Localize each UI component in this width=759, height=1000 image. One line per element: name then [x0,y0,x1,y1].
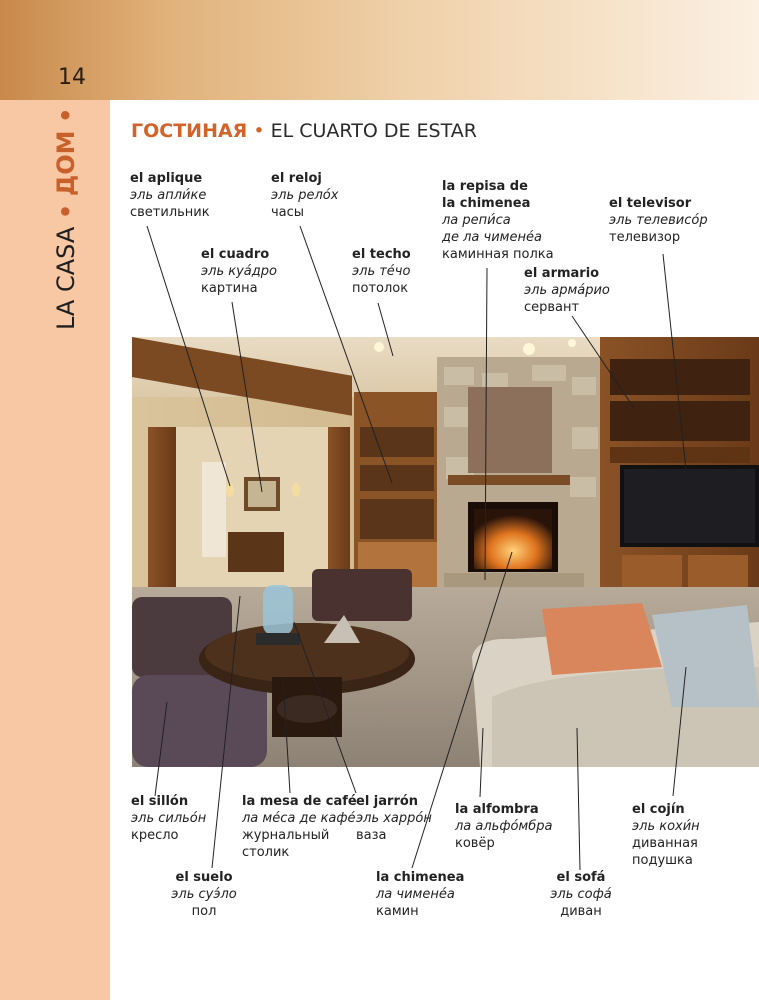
page-header-band [0,0,759,100]
page-title [131,120,477,142]
page-title-ru: ГОСТИНАЯ [131,120,248,142]
page-number: 14 [58,65,86,90]
label-translit: эль телевисо́р [609,213,708,228]
label-translit-line2: де ла чимене́а [442,230,542,245]
label-word-line2: la chimenea [442,196,531,211]
label-word: la repisa de [442,179,528,194]
label-translit: эль арма́рио [524,283,610,298]
label-translation: камин [376,904,419,919]
label-translit: эль харро́н [356,811,432,826]
label-translit: эль рело́х [271,188,339,203]
label-word: la alfombra [455,802,539,817]
label-sofa [548,869,614,920]
label-mesa [242,793,357,861]
label-word: el cuadro [201,247,270,262]
label-alfombra [455,801,552,852]
label-armario [524,265,610,316]
label-translation: диванная [632,836,698,851]
label-word: el aplique [130,171,203,186]
label-translit: эль софа́ [550,887,612,902]
label-translation: журнальный [242,828,330,843]
label-chimenea [376,869,464,920]
label-word: la chimenea [376,870,465,885]
section-label-ru: ДОМ [52,130,80,197]
section-label [52,107,80,330]
label-translation: сервант [524,300,580,315]
label-cuadro [201,246,277,297]
label-translation: светильник [130,205,210,220]
section-separator: • [52,203,80,220]
label-word: el sofá [556,870,606,885]
label-translation: телевизор [609,230,681,245]
label-translation: ваза [356,828,387,843]
label-word: el reloj [271,171,322,186]
label-sillon [131,793,206,844]
label-word: el suelo [175,870,233,885]
label-reloj [271,170,338,221]
label-translit: ла репи́са [442,213,511,228]
label-word: el armario [524,266,600,281]
label-word: el televisor [609,196,692,211]
label-aplique [130,170,210,221]
label-translit: эль кохи́н [632,819,700,834]
living-room-photo [132,337,759,767]
label-televisor [609,195,708,246]
label-translation: ковёр [455,836,495,851]
label-translation: диван [560,904,602,919]
label-translation-line2: столик [242,845,290,860]
label-word: la mesa de café [242,794,357,809]
label-translation: потолок [352,281,409,296]
label-cojin [632,801,700,869]
label-translit: эль те́чо [352,264,411,279]
label-translit: ла чимене́а [376,887,455,902]
label-jarron [356,793,432,844]
page-title-es: EL CUARTO DE ESTAR [270,120,477,142]
label-suelo [168,869,240,920]
label-word: el sillón [131,794,189,809]
label-translit: эль апли́ке [130,188,207,203]
label-translation: пол [191,904,217,919]
section-separator-end: • [52,107,80,123]
label-translation: каминная полка [442,247,554,262]
label-translation-line2: подушка [632,853,693,868]
title-separator: • [253,120,265,142]
label-techo [352,246,411,297]
label-translit: ла альфо́мбра [455,819,553,834]
label-translit: эль куа́дро [201,264,277,279]
label-translation: кресло [131,828,179,843]
label-word: el techo [352,247,411,262]
label-translit: эль сильо́н [131,811,207,826]
label-translit: эль суэ́ло [171,887,237,902]
section-label-es: LA CASA [52,226,80,330]
label-translit: ла ме́са де кафе́ [242,811,356,826]
label-translation: часы [271,205,305,220]
label-word: el cojín [632,802,685,817]
label-translation: картина [201,281,258,296]
label-word: el jarrón [356,794,419,809]
label-repisa [442,178,554,263]
